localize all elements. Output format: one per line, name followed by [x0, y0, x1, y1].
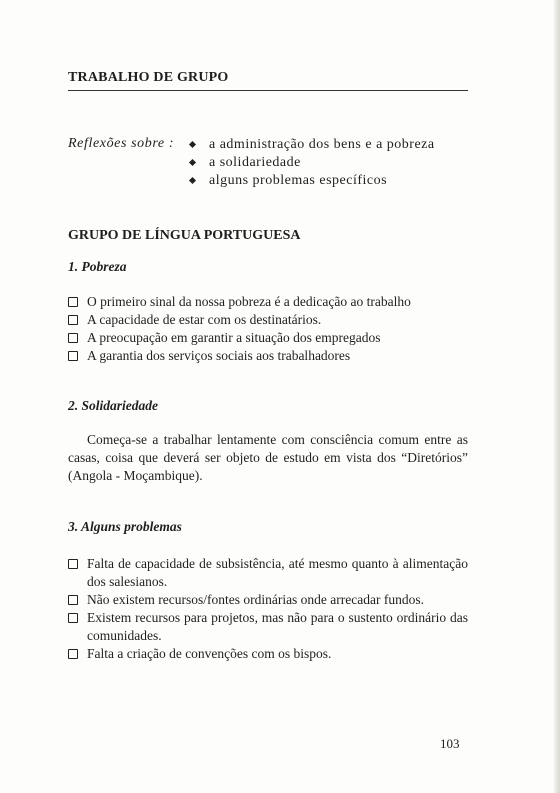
page-content — [68, 70, 468, 663]
checkbox-icon — [68, 613, 78, 623]
checkbox-icon — [68, 333, 78, 343]
list-item: a administração dos bens e a pobreza — [188, 136, 435, 154]
list-item: Existem recursos para projetos, mas não para o sustento ordinário das comunidades. — [68, 609, 468, 645]
list-item: Não existem recursos/fontes ordinárias onde arrecadar fundos. — [68, 591, 468, 609]
section-title: GRUPO DE LÍNGUA PORTUGUESA — [68, 228, 301, 243]
page-number: 103 — [440, 736, 460, 751]
list-item: Falta a criação de convenções com os bispos. — [68, 645, 468, 663]
reflexoes-block — [68, 136, 468, 190]
list-item: alguns problemas específicos — [188, 172, 435, 190]
checkbox-icon — [68, 315, 78, 325]
list-item: O primeiro sinal da nossa pobreza é a dedicação ao trabalho — [68, 293, 468, 311]
header-rule — [68, 90, 468, 91]
pobreza-title: 1. Pobreza — [68, 259, 127, 274]
diamond-bullet-icon — [189, 177, 196, 184]
list-item: A capacidade de estar com os destinatários. — [68, 311, 468, 329]
problemas-list — [68, 555, 468, 663]
checkbox-icon — [68, 595, 78, 605]
reflexoes-list — [188, 136, 435, 190]
list-item: A garantia dos serviços sociais aos trabalhadores — [68, 347, 468, 365]
list-item: Falta de capacidade de subsistência, até mesmo quanto à alimentação dos salesianos. — [68, 555, 468, 591]
reflexoes-label: Reflexões sobre : — [68, 136, 175, 151]
page-edge — [554, 0, 560, 793]
checkbox-icon — [68, 351, 78, 361]
diamond-bullet-icon — [189, 141, 196, 148]
list-item: a solidariedade — [188, 154, 435, 172]
checkbox-icon — [68, 297, 78, 307]
list-item: A preocupação em garantir a situação dos empregados — [68, 329, 468, 347]
solidariedade-title: 2. Solidariedade — [68, 398, 158, 413]
checkbox-icon — [68, 649, 78, 659]
pobreza-list — [68, 293, 468, 365]
checkbox-icon — [68, 559, 78, 569]
page-header-title: TRABALHO DE GRUPO — [68, 70, 229, 85]
diamond-bullet-icon — [189, 159, 196, 166]
problemas-title: 3. Alguns problemas — [68, 519, 182, 534]
solidariedade-paragraph: Começa-se a trabalhar lentamente com consciência comum entre as casas, coisa que deverá ser objeto de estudo em vista dos “Diretórios” (Angola - Moçambique). — [68, 432, 468, 483]
